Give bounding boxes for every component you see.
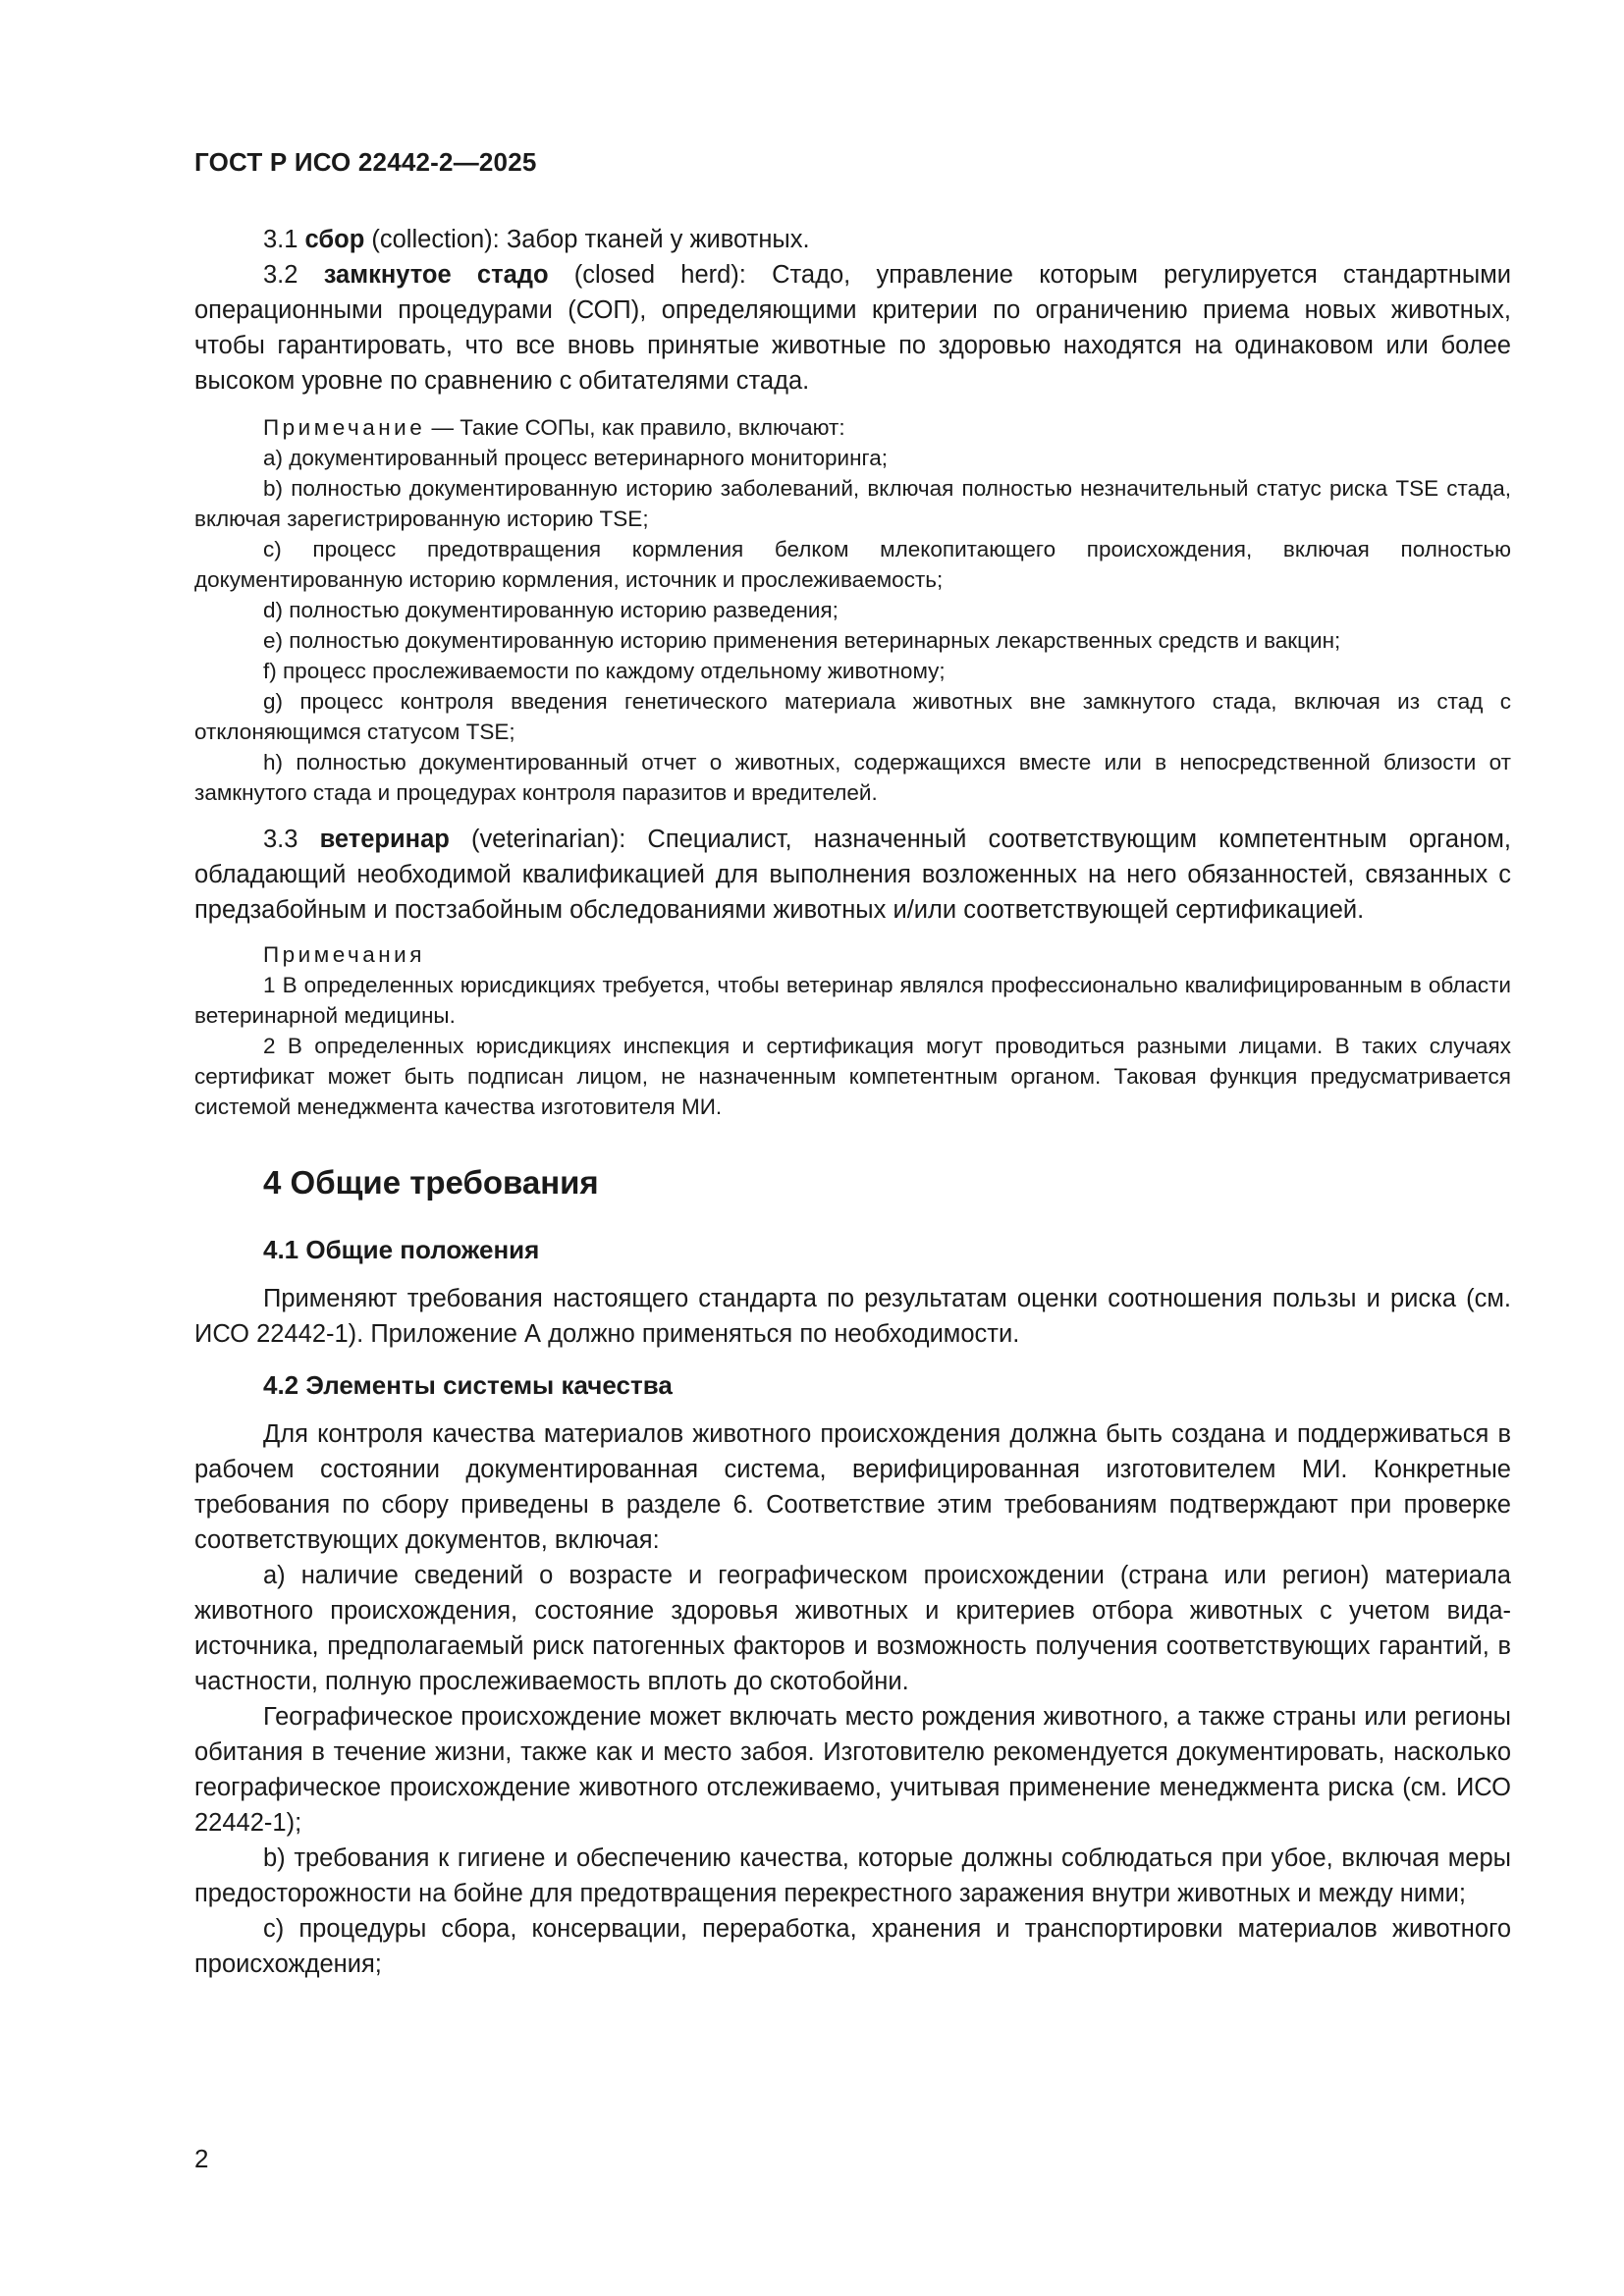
- paragraph-4-2-b: b) требования к гигиене и обеспечению качества, которые должны соблюдаться при убое, включая меры предосторожности на бойне для предотвращения перекрестного заражения внутри животных и между ними;: [194, 1844, 1511, 1907]
- note-2: 2 В определенных юрисдикциях инспекция и сертификация могут проводиться разными лицами. В таких случаях сертификат может быть подписан лицом, не назначенным компетентным органом. Таковая функция предусматривается системой менеджмента качества изготовителя МИ.: [194, 1034, 1511, 1119]
- note-item-f: f) процесс прослеживаемости по каждому отдельному животному;: [263, 659, 946, 683]
- note-item-c: c) процесс предотвращения кормления белком млекопитающего происхождения, включая полностью документированную историю кормления, источник и прослеживаемость;: [194, 537, 1511, 592]
- notes-3-3: [194, 939, 1511, 1122]
- definition-number: 3.3: [263, 826, 298, 853]
- section-4-title: 4 Общие требования: [263, 1164, 599, 1201]
- subsection-4-2-title: 4.2 Элементы системы качества: [263, 1370, 673, 1400]
- definition-text: (veterinarian): Специалист, назначенный соответствующим компетентным органом, обладающий необходимой квалификацией для выполнения возложенных на него обязанностей, связанных с предзабойным и постзабойным обследованиями животных и/или соответствующей сертификацией.: [194, 826, 1511, 924]
- definition-number: 3.2: [263, 261, 298, 289]
- definition-3-3: [194, 822, 1511, 928]
- note-item-b: b) полностью документированную историю заболеваний, включая полностью незначительный статус риска TSE стада, включая зарегистрированную историю TSE;: [194, 476, 1511, 531]
- paragraph-4-2-a: a) наличие сведений о возрасте и географическом происхождении (страна или регион) материала животного происхождения, состояние здоровья животных и критериев отбора животных с учетом вида-источника, предполагаемый риск патогенных факторов и возможность получения соответствующих гарантий, в частности, полную прослеживаемость вплоть до скотобойни.: [194, 1562, 1511, 1695]
- definition-text: (closed herd): Стадо, управление которым регулируется стандартными операционными процедурами (СОП), определяющими критерии по ограничению приема новых животных, чтобы гарантировать, что все вновь принятые животные по здоровью находятся на одинаковом или более высоком уровне по сравнению с обитателями стада.: [194, 261, 1511, 395]
- paragraph-4-2-intro: Для контроля качества материалов животного происхождения должна быть создана и поддерживаться в рабочем состоянии документированная система, верифицированная изготовителем МИ. Конкретные требования по сбору приведены в разделе 6. Соответствие этим требованиям подтверждают при проверке соответствующих документов, включая:: [194, 1420, 1511, 1554]
- note-item-d: d) полностью документированную историю разведения;: [263, 598, 839, 622]
- paragraph-4-2-c: c) процедуры сбора, консервации, переработка, хранения и транспортировки материалов животного происхождения;: [194, 1915, 1511, 1978]
- document-body: [194, 222, 1511, 1982]
- definition-term: сбор: [304, 226, 365, 253]
- note-intro-text: — Такие СОПы, как правило, включают:: [425, 415, 845, 440]
- definition-3-1: [194, 222, 1511, 257]
- subsection-4-1-text: Применяют требования настоящего стандарта по результатам оценки соотношения пользы и риска (см. ИСО 22442-1). Приложение А должно применяться по необходимости.: [194, 1285, 1511, 1348]
- definition-number: 3.1: [263, 226, 298, 253]
- note-item-h: h) полностью документированный отчет о животных, содержащихся вместе или в непосредственной близости от замкнутого стада и процедурах контроля паразитов и вредителей.: [194, 750, 1511, 805]
- note-1: 1 В определенных юрисдикциях требуется, чтобы ветеринар являлся профессионально квалифицированным в области ветеринарной медицины.: [194, 973, 1511, 1028]
- note-label: Примечание: [263, 415, 426, 440]
- notes-label: Примечания: [263, 942, 425, 967]
- note-item-a: a) документированный процесс ветеринарного мониторинга;: [263, 446, 888, 470]
- note-item-g: g) процесс контроля введения генетического материала животных вне замкнутого стада, включая из стад с отклоняющимся статусом TSE;: [194, 689, 1511, 744]
- definition-term: ветеринар: [319, 826, 450, 853]
- subsection-4-1-title: 4.1 Общие положения: [263, 1235, 540, 1264]
- definition-term: замкнутое стадо: [323, 261, 549, 289]
- definition-3-2: [194, 257, 1511, 399]
- paragraph-4-2-geo: Географическое происхождение может включать место рождения животного, а также страны или регионы обитания в течение жизни, также как и место забоя. Изготовителю рекомендуется документировать, насколько географическое происхождение животного отслеживаемо, учитывая применение менеджмента риска (см. ИСО 22442-1);: [194, 1703, 1511, 1837]
- note-item-e: e) полностью документированную историю применения ветеринарных лекарственных средств и вакцин;: [263, 628, 1341, 653]
- document-code-header: ГОСТ Р ИСО 22442-2—2025: [194, 147, 537, 177]
- definition-text: (collection): Забор тканей у животных.: [364, 226, 810, 253]
- note-3-2: [194, 412, 1511, 808]
- note-intro: [194, 412, 1511, 443]
- page-number: 2: [194, 2144, 209, 2173]
